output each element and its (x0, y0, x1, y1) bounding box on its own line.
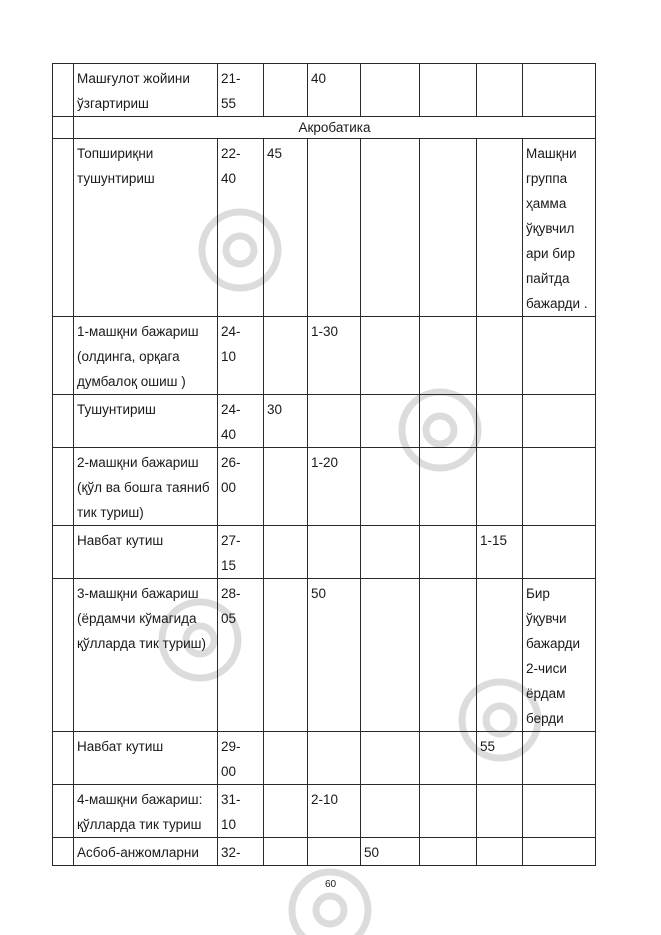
row-number-cell (53, 785, 74, 838)
value-cell (361, 139, 420, 317)
time-cell: 21- 55 (218, 64, 264, 117)
value-cell (308, 732, 361, 785)
time-cell: 24- 40 (218, 395, 264, 448)
activity-cell: 1-машқни бажариш (олдинга, орқага думбалоқ ошиш ) (74, 317, 218, 395)
value-cell: 55 (477, 732, 523, 785)
note-cell (523, 526, 596, 579)
value-cell (420, 317, 477, 395)
note-cell: Бир ўқувчи бажарди 2-чиси ёрдам берди (523, 579, 596, 732)
time-cell: 28- 05 (218, 579, 264, 732)
value-cell (477, 317, 523, 395)
value-cell (420, 732, 477, 785)
value-cell (361, 579, 420, 732)
table-row (53, 732, 596, 785)
value-cell (477, 579, 523, 732)
row-number-cell (53, 64, 74, 117)
value-cell (308, 395, 361, 448)
value-cell (264, 448, 308, 526)
value-cell (420, 64, 477, 117)
activity-cell: Навбат кутиш (74, 732, 218, 785)
value-cell (264, 732, 308, 785)
table-row (53, 64, 596, 117)
row-number-cell (53, 732, 74, 785)
row-number-cell (53, 395, 74, 448)
value-cell (264, 579, 308, 732)
note-cell (523, 64, 596, 117)
row-number-cell (53, 526, 74, 579)
table-row (53, 139, 596, 317)
row-number-cell (53, 448, 74, 526)
activity-cell: 3-машқни бажариш (ёрдамчи кўмагида қўлларда тик туриш) (74, 579, 218, 732)
section-row (53, 117, 596, 139)
note-cell (523, 838, 596, 866)
value-cell (264, 317, 308, 395)
row-number-cell (53, 838, 74, 866)
time-cell: 29- 00 (218, 732, 264, 785)
note-cell (523, 732, 596, 785)
value-cell (361, 317, 420, 395)
value-cell: 1-20 (308, 448, 361, 526)
value-cell (420, 139, 477, 317)
section-header: Акробатика (74, 117, 596, 139)
value-cell (264, 526, 308, 579)
value-cell: 2-10 (308, 785, 361, 838)
time-cell: 32- (218, 838, 264, 866)
value-cell: 1-15 (477, 526, 523, 579)
note-cell (523, 785, 596, 838)
value-cell: 50 (361, 838, 420, 866)
value-cell (264, 838, 308, 866)
time-cell: 24- 10 (218, 317, 264, 395)
value-cell: 45 (264, 139, 308, 317)
activity-cell: Навбат кутиш (74, 526, 218, 579)
value-cell (361, 526, 420, 579)
value-cell (361, 732, 420, 785)
lesson-table (52, 63, 596, 866)
value-cell (477, 395, 523, 448)
value-cell (420, 838, 477, 866)
value-cell (361, 64, 420, 117)
table-row (53, 317, 596, 395)
value-cell (264, 64, 308, 117)
value-cell: 50 (308, 579, 361, 732)
value-cell (420, 448, 477, 526)
note-cell: Машқни группа ҳамма ўқувчил ари бир пайтда бажарди . (523, 139, 596, 317)
activity-cell: Асбоб-анжомларни (74, 838, 218, 866)
value-cell: 30 (264, 395, 308, 448)
value-cell (477, 448, 523, 526)
value-cell (477, 64, 523, 117)
table-row (53, 395, 596, 448)
value-cell (264, 785, 308, 838)
value-cell: 1-30 (308, 317, 361, 395)
activity-cell: Тушунтириш (74, 395, 218, 448)
table-row (53, 579, 596, 732)
value-cell (361, 448, 420, 526)
value-cell (308, 838, 361, 866)
table-row (53, 838, 596, 866)
value-cell (308, 526, 361, 579)
value-cell (420, 785, 477, 838)
row-number-cell (53, 139, 74, 317)
value-cell: 40 (308, 64, 361, 117)
value-cell (477, 139, 523, 317)
table-row (53, 526, 596, 579)
note-cell (523, 395, 596, 448)
activity-cell: Топшириқни тушунтириш (74, 139, 218, 317)
value-cell (477, 785, 523, 838)
value-cell (420, 526, 477, 579)
note-cell (523, 448, 596, 526)
activity-cell: Машғулот жойини ўзгартириш (74, 64, 218, 117)
note-cell (523, 317, 596, 395)
row-number-cell (53, 579, 74, 732)
row-number-cell (53, 317, 74, 395)
value-cell (477, 838, 523, 866)
time-cell: 31- 10 (218, 785, 264, 838)
time-cell: 26- 00 (218, 448, 264, 526)
value-cell (361, 395, 420, 448)
table-row (53, 448, 596, 526)
value-cell (420, 579, 477, 732)
page-number: 60 (324, 879, 337, 890)
activity-cell: 2-машқни бажариш (қўл ва бошга таяниб тик туриш) (74, 448, 218, 526)
time-cell: 22- 40 (218, 139, 264, 317)
value-cell (420, 395, 477, 448)
table-row (53, 785, 596, 838)
activity-cell: 4-машқни бажариш: қўлларда тик туриш (74, 785, 218, 838)
value-cell (308, 139, 361, 317)
value-cell (361, 785, 420, 838)
time-cell: 27- 15 (218, 526, 264, 579)
